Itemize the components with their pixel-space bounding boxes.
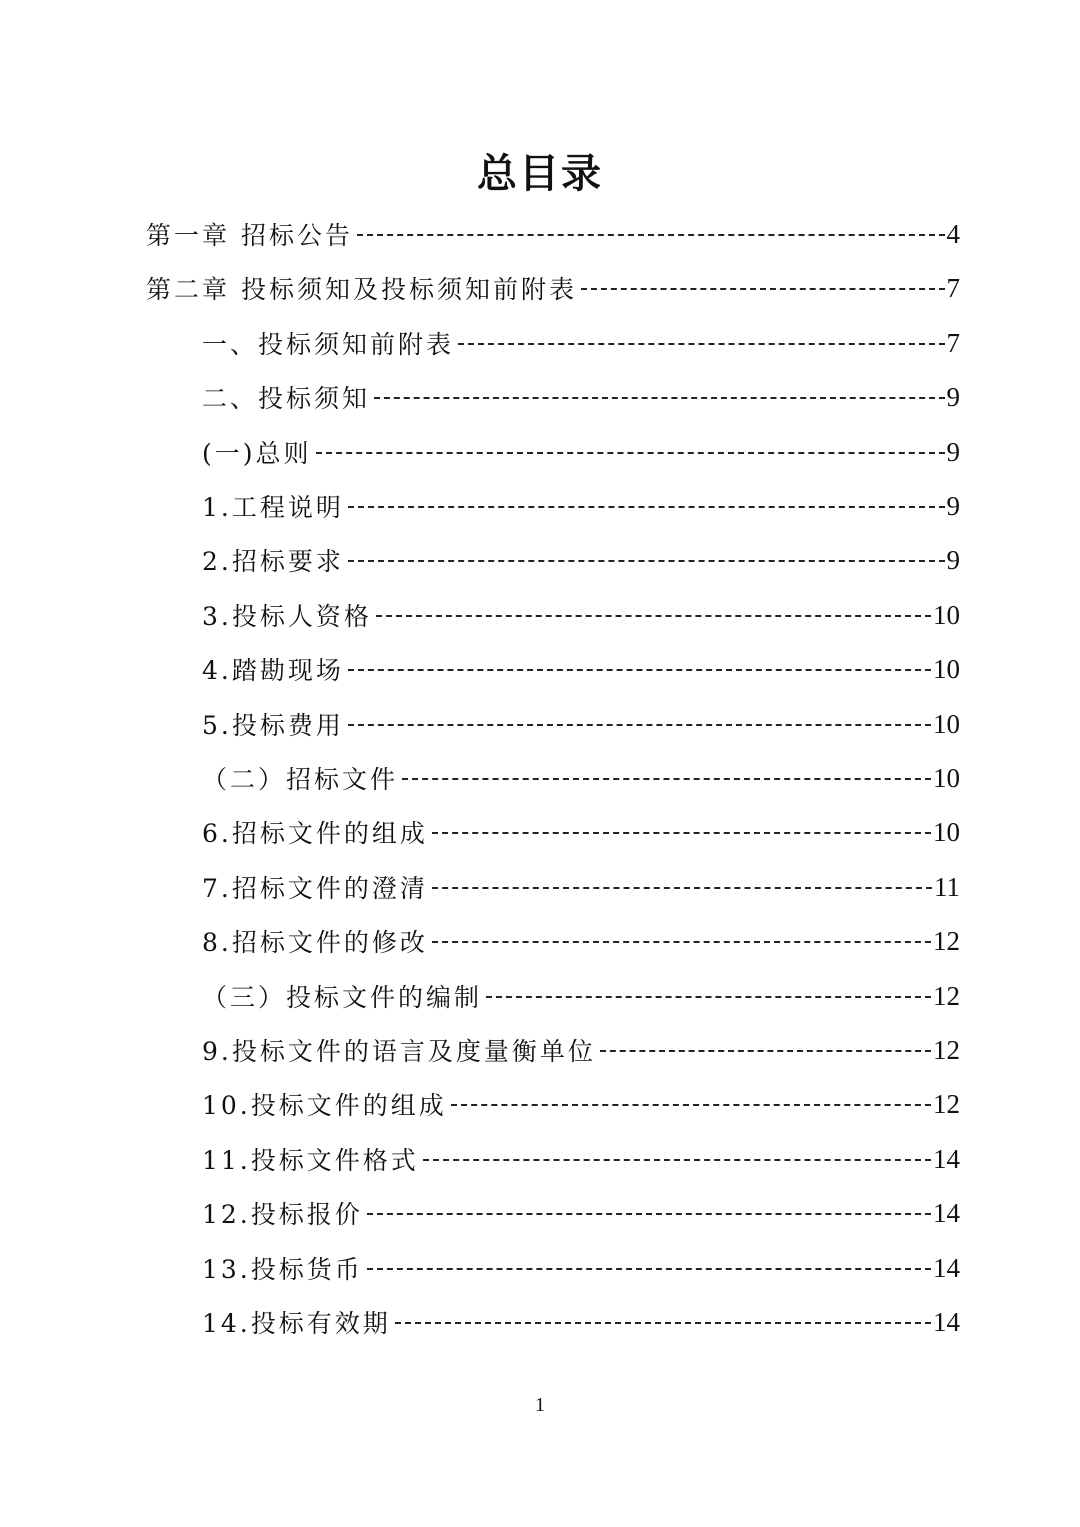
toc-entry-label: 第一章 招标公告 (146, 221, 353, 250)
toc-dash-leader (581, 288, 945, 290)
toc-entry-label: 第二章 投标须知及投标须知前附表 (146, 275, 577, 304)
toc-entry-label: 一、投标须知前附表 (202, 330, 455, 359)
toc-entry[interactable] (202, 1077, 960, 1131)
toc-entry[interactable] (202, 533, 960, 587)
toc-entry-label: 12.投标报价 (202, 1200, 363, 1229)
toc-entry-page: 12 (933, 1088, 960, 1119)
toc-entry[interactable] (202, 1023, 960, 1077)
toc-entry-page: 10 (933, 708, 960, 739)
toc-entry-page: 10 (933, 653, 960, 684)
toc-entry-page: 9 (946, 490, 960, 521)
toc-entry-label: 14.投标有效期 (202, 1309, 391, 1338)
toc-entry-label: （二）招标文件 (202, 765, 399, 794)
toc-entry-label: 6.招标文件的组成 (202, 819, 428, 848)
toc-entry-label: 8.招标文件的修改 (202, 928, 428, 957)
toc-dash-leader (348, 669, 931, 671)
toc-entry-page: 9 (946, 436, 960, 467)
toc-entry[interactable] (202, 425, 960, 479)
toc-entry[interactable] (146, 261, 960, 315)
toc-dash-leader (458, 343, 944, 345)
toc-entry-page: 12 (933, 925, 960, 956)
toc-dash-leader (432, 832, 931, 834)
toc-dash-leader (348, 506, 945, 508)
toc-dash-leader (395, 1322, 931, 1324)
toc-entry[interactable] (202, 969, 960, 1023)
toc-entry-page: 7 (946, 272, 960, 303)
toc-entry-label: 10.投标文件的组成 (202, 1091, 447, 1120)
toc-dash-leader (432, 941, 931, 943)
toc-entry-label: 3.投标人资格 (202, 602, 372, 631)
toc-entry[interactable] (202, 860, 960, 914)
toc-entry-label: 1.工程说明 (202, 493, 344, 522)
toc-entry-label: 13.投标货币 (202, 1255, 363, 1284)
toc-entry-page: 4 (946, 218, 960, 249)
toc-entry-page: 9 (946, 544, 960, 575)
page-number: 1 (535, 1394, 545, 1416)
toc-dash-leader (486, 996, 931, 998)
toc-dash-leader (374, 397, 944, 399)
toc-entry[interactable] (202, 1295, 960, 1349)
toc-entry-label: 2.招标要求 (202, 547, 344, 576)
toc-entry-label: 4.踏勘现场 (202, 656, 344, 685)
toc-dash-leader (357, 234, 945, 236)
toc-entry-label: 二、投标须知 (202, 384, 371, 413)
toc-entry-page: 11 (934, 871, 960, 902)
toc-entry-page: 12 (933, 980, 960, 1011)
toc-entry-page: 14 (933, 1252, 960, 1283)
toc-entry[interactable] (146, 207, 960, 261)
toc-dash-leader (600, 1050, 931, 1052)
toc-entry[interactable] (202, 1241, 960, 1295)
toc-entry-label: (一)总则 (202, 439, 312, 468)
toc-entry-label: （三）投标文件的编制 (202, 983, 483, 1012)
toc-entry[interactable] (202, 751, 960, 805)
toc-entry-label: 9.投标文件的语言及度量衡单位 (202, 1037, 596, 1066)
toc-entry[interactable] (202, 588, 960, 642)
toc-entry-page: 14 (933, 1197, 960, 1228)
toc-entry[interactable] (202, 479, 960, 533)
toc-dash-leader (348, 560, 945, 562)
toc-dash-leader (423, 1159, 931, 1161)
toc-entry[interactable] (202, 370, 960, 424)
toc-entry-page: 7 (946, 327, 960, 358)
toc-entry-page: 14 (933, 1306, 960, 1337)
toc-dash-leader (367, 1268, 931, 1270)
toc-entry-label: 5.投标费用 (202, 711, 344, 740)
toc-entry-label: 11.投标文件格式 (202, 1146, 419, 1175)
toc-entry[interactable] (202, 1186, 960, 1240)
toc-entry[interactable] (202, 316, 960, 370)
toc-dash-leader (432, 887, 932, 889)
toc-dash-leader (451, 1104, 931, 1106)
toc-dash-leader (402, 778, 931, 780)
toc-entry-label: 7.招标文件的澄清 (202, 874, 428, 903)
toc-entry[interactable] (202, 805, 960, 859)
toc-entry[interactable] (202, 914, 960, 968)
toc-entry-page: 10 (933, 816, 960, 847)
toc-dash-leader (316, 452, 945, 454)
toc-dash-leader (376, 615, 931, 617)
toc-entry-page: 10 (933, 762, 960, 793)
toc-entry[interactable] (202, 642, 960, 696)
toc-dash-leader (348, 724, 931, 726)
toc-entry[interactable] (202, 697, 960, 751)
toc-entry-page: 12 (933, 1034, 960, 1065)
toc-dash-leader (367, 1213, 931, 1215)
toc-entry-page: 10 (933, 599, 960, 630)
toc-entry-page: 9 (946, 381, 960, 412)
toc-entry[interactable] (202, 1132, 960, 1186)
page-title: 总目录 (477, 151, 603, 197)
toc-entry-page: 14 (933, 1143, 960, 1174)
